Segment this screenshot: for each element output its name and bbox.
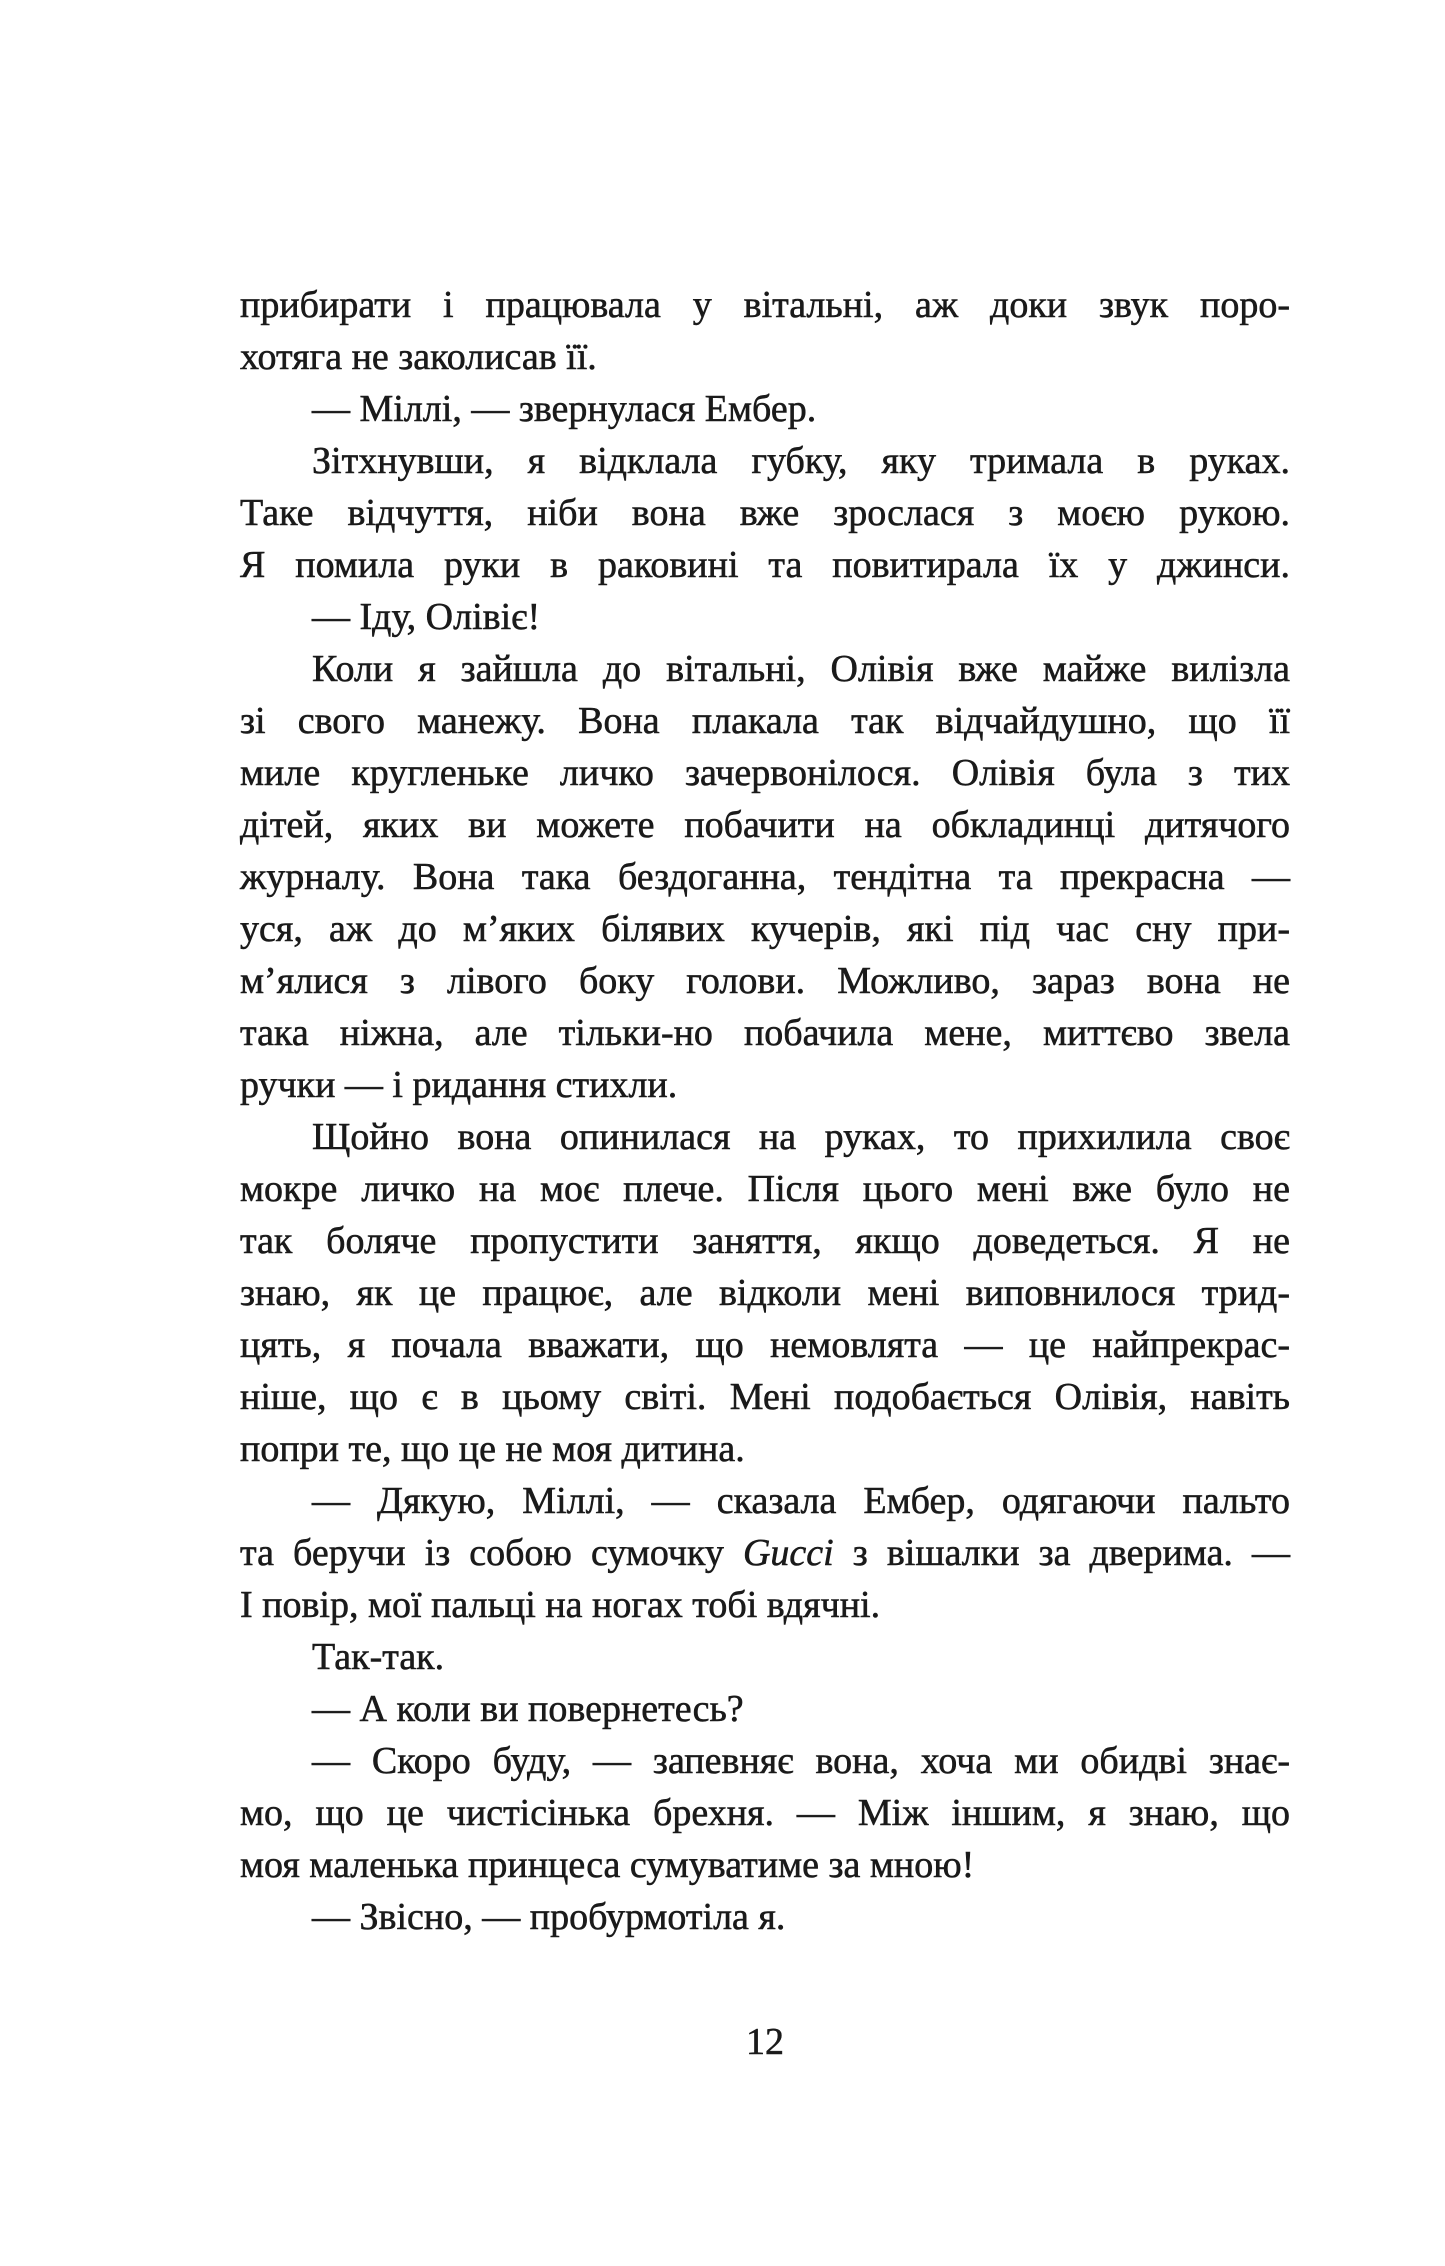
text-line: [240, 1683, 1290, 1735]
text-line: [240, 903, 1290, 955]
text-run: попри те, що це не моя дитина.: [240, 1428, 745, 1470]
paragraph: [240, 1111, 1290, 1475]
text-line: [240, 1891, 1290, 1943]
text-line: [240, 591, 1290, 643]
text-line: [240, 695, 1290, 747]
paragraph: [240, 1683, 1290, 1735]
text-line: [240, 1371, 1290, 1423]
text-run: Таке відчуття, ніби вона вже зрослася з моєю рукою.: [240, 492, 1290, 534]
text-line: [240, 1527, 1290, 1579]
text-run: моя маленька принцеса сумуватиме за мною!: [240, 1844, 975, 1886]
text-line: [240, 435, 1290, 487]
text-run: — Скоро буду, — запевняє вона, хоча ми обидві знає-: [312, 1740, 1290, 1782]
text-run: так боляче пропустити заняття, якщо доведеться. Я не: [240, 1220, 1290, 1262]
paragraph: [240, 1631, 1290, 1683]
page-text: [240, 279, 1290, 1943]
text-line: [240, 1839, 1290, 1891]
text-run: — Міллі, — звернулася Ембер.: [312, 388, 817, 430]
text-run: Я помила руки в раковині та повитирала їх у джинси.: [240, 544, 1290, 586]
paragraph: [240, 591, 1290, 643]
text-line: [240, 1735, 1290, 1787]
text-run: Зітхнувши, я відклала губку, яку тримала в руках.: [312, 440, 1290, 482]
text-run: та беручи із собою сумочку: [240, 1532, 743, 1574]
text-run: цять, я почала вважати, що немовлята — це найпрекрас-: [240, 1324, 1290, 1366]
text-line: [240, 1163, 1290, 1215]
page-footer: [240, 2016, 1290, 2068]
text-line: [240, 1267, 1290, 1319]
text-run: — Дякую, Міллі, — сказала Ембер, одягаючи пальто: [312, 1480, 1290, 1522]
text-run: ручки — і ридання стихли.: [240, 1064, 678, 1106]
text-run: мокре личко на моє плече. Після цього мені вже було не: [240, 1168, 1290, 1210]
text-line: [240, 1423, 1290, 1475]
text-line: [240, 487, 1290, 539]
text-run: миле кругленьке личко зачервонілося. Олівія була з тих: [240, 752, 1290, 794]
text-line: [240, 1787, 1290, 1839]
paragraph: [240, 435, 1290, 591]
text-run: така ніжна, але тільки-но побачила мене, миттєво звела: [240, 1012, 1290, 1054]
paragraph: [240, 383, 1290, 435]
paragraph: [240, 1475, 1290, 1631]
text-line: [240, 279, 1290, 331]
text-run: Так-так.: [312, 1636, 445, 1678]
text-line: [240, 643, 1290, 695]
text-line: [240, 1059, 1290, 1111]
text-line: [240, 1631, 1290, 1683]
text-line: [240, 383, 1290, 435]
text-run: — Звісно, — пробурмотіла я.: [312, 1896, 786, 1938]
text-run: знаю, як це працює, але відколи мені виповнилося трид-: [240, 1272, 1290, 1314]
text-line: [240, 747, 1290, 799]
text-run: ніше, що є в цьому світі. Мені подобається Олівія, навіть: [240, 1376, 1290, 1418]
text-run: м’ялися з лівого боку голови. Можливо, зараз вона не: [240, 960, 1290, 1002]
text-line: [240, 1475, 1290, 1527]
paragraph: [240, 1891, 1290, 1943]
text-line: [240, 851, 1290, 903]
text-run: зі свого манежу. Вона плакала так відчайдушно, що її: [240, 700, 1290, 742]
text-run: прибирати і працювала у вітальні, аж доки звук поро-: [240, 284, 1290, 326]
page-number: 12: [746, 2021, 784, 2063]
text-run: мо, що це чистісінька брехня. — Між іншим, я знаю, що: [240, 1792, 1290, 1834]
text-line: [240, 1111, 1290, 1163]
text-line: [240, 331, 1290, 383]
text-run: хотяга не заколисав її.: [240, 336, 597, 378]
text-run: Коли я зайшла до вітальні, Олівія вже майже вилізла: [312, 648, 1290, 690]
text-run: Щойно вона опинилася на руках, то прихилила своє: [312, 1116, 1290, 1158]
text-run: дітей, яких ви можете побачити на обкладинці дитячого: [240, 804, 1290, 846]
text-run: — Іду, Олівіє!: [312, 596, 541, 638]
paragraph: [240, 1735, 1290, 1891]
text-run: — А коли ви повернетесь?: [312, 1688, 744, 1730]
text-run: І повір, мої пальці на ногах тобі вдячні.: [240, 1584, 881, 1626]
text-line: [240, 1007, 1290, 1059]
text-run: з вішалки за дверима. —: [833, 1532, 1290, 1574]
text-run: уся, аж до м’яких білявих кучерів, які під час сну при-: [240, 908, 1290, 950]
paragraph: [240, 643, 1290, 1111]
text-line: [240, 799, 1290, 851]
text-line: [240, 1319, 1290, 1371]
text-line: [240, 1215, 1290, 1267]
text-line: [240, 539, 1290, 591]
text-line: [240, 955, 1290, 1007]
paragraph: [240, 279, 1290, 383]
brand-name-italic: Gucci: [742, 1532, 834, 1574]
text-run: журналу. Вона така бездоганна, тендітна та прекрасна —: [240, 856, 1290, 898]
text-line: [240, 1579, 1290, 1631]
